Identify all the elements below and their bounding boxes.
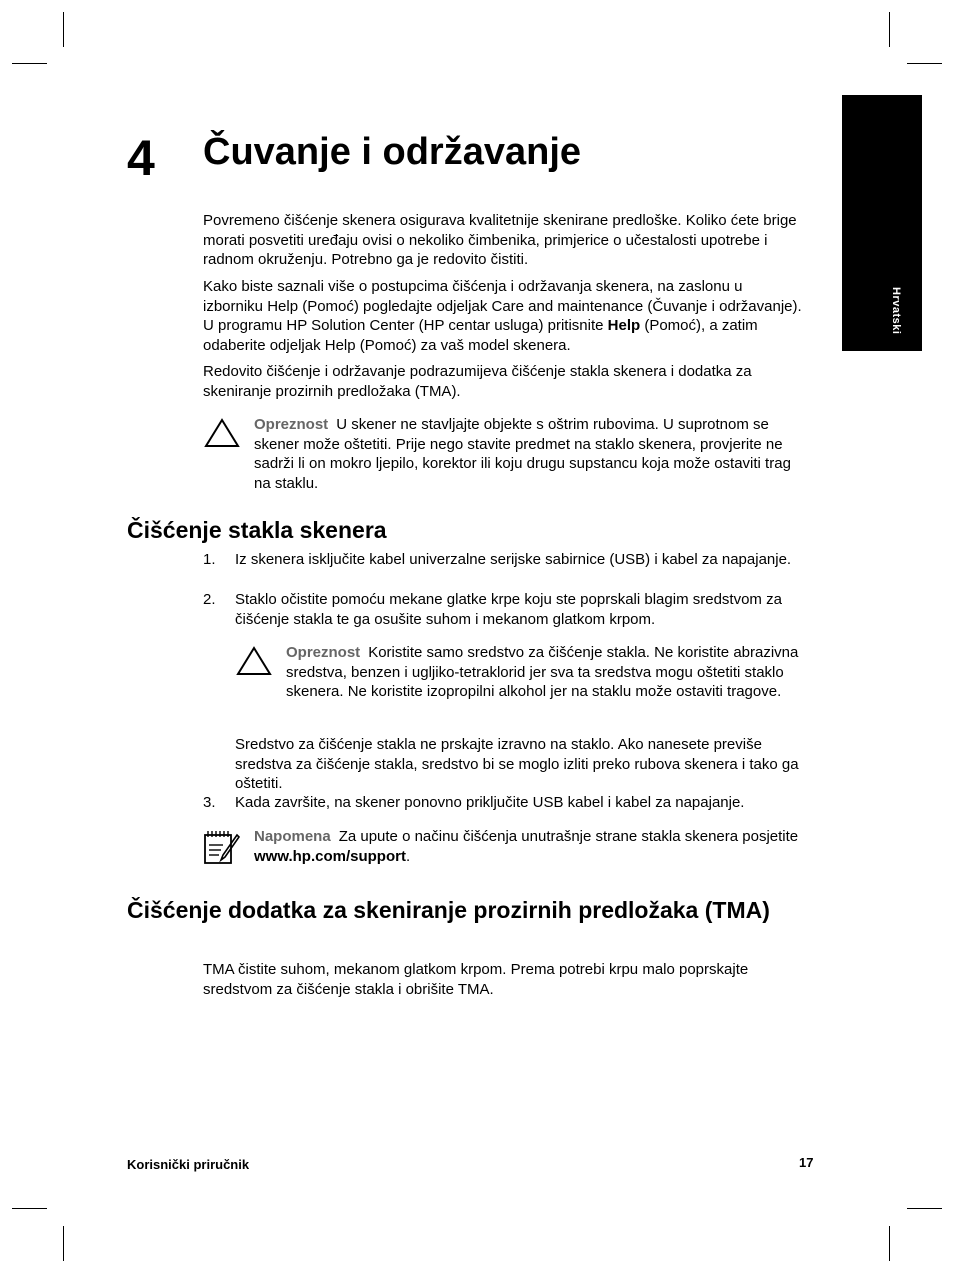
caution-text: U skener ne stavljajte objekte s oštrim rubovima. U suprotnom se skener može oštetiti. Prije nego stavite predmet na staklo skenera, provjerite ne sadrži li on mokro ljepilo, korektor ili koju drugu supstancu koja može ostaviti trag na staklu. (254, 416, 791, 492)
note-pad-icon (203, 829, 241, 865)
crop-mark (12, 63, 47, 64)
note-1 (254, 827, 806, 866)
step-number: 3. (203, 794, 216, 811)
crop-mark (907, 63, 942, 64)
caution-label: Opreznost (286, 644, 361, 661)
chapter-number: 4 (127, 130, 155, 186)
step-3-text: Kada završite, na skener ponovno priključite USB kabel i kabel za napajanje. (235, 794, 745, 811)
chapter-title: Čuvanje i održavanje (203, 131, 582, 173)
intro-paragraph-2 (203, 277, 803, 355)
caution-triangle-icon (236, 646, 272, 676)
intro-paragraph-1: Povremeno čišćenje skenera osigurava kvalitetnije skenirane predloške. Koliko ćete brige morati posvetiti uređaju ovisi o nekoliko čimbenika, primjerice o učestalosti upotrebe i radnom okruženju. Potrebno ga je redovito čistiti. (203, 212, 797, 268)
crop-mark (12, 1208, 47, 1209)
step-1-text: Iz skenera isključite kabel univerzalne serijske sabirnice (USB) i kabel za napajanje. (235, 551, 792, 568)
support-link[interactable]: www.hp.com/support (254, 847, 406, 865)
footer-manual-title: Korisnički priručnik (127, 1157, 250, 1172)
intro-paragraph-2-end: (Pomoć), a zatim odaberite odjeljak Help (Pomoć) za vaš model skenera. (203, 317, 758, 354)
crop-mark (907, 1208, 942, 1209)
language-tab (842, 95, 922, 351)
section-heading-glass: Čišćenje stakla skenera (127, 517, 387, 543)
note-text: Za upute o načinu čišćenja unutrašnje strane stakla skenera posjetite (338, 828, 799, 845)
language-tab-label: Hrvatski (890, 287, 902, 335)
tma-paragraph: TMA čistite suhom, mekanom glatkom krpom. Prema potrebi krpu malo poprskajte sredstvom za čišćenje stakla i obrišite TMA. (203, 961, 749, 998)
crop-mark (889, 12, 890, 47)
step-2-extra-text: Sredstvo za čišćenje stakla ne prskajte izravno na staklo. Ako nanesete previše sredstva za čišćenje stakla, sredstvo bi se moglo izliti preko rubova skenera i tako ga oštetiti. (235, 736, 799, 792)
step-number: 2. (203, 591, 216, 608)
caution-text: Koristite samo sredstvo za čišćenje stakla. Ne koristite abrazivna sredstva, benzen i ugljiko-tetraklorid jer sva ta sredstva mogu oštetiti staklo skenera. Ne koristite izopropilni alkohol jer na staklu može ostaviti tragove. (286, 644, 799, 700)
intro-paragraph-2-start: Kako biste saznali više o postupcima čišćenja i održavanja skenera, na zaslonu u izborniku Help (Pomoć) pogledajte odjeljak Care and maintenance (Čuvanje i održavanje). U programu HP Solution Center (HP centar usluga) pritisnite (203, 278, 802, 334)
intro-paragraph-3: Redovito čišćenje i održavanje podrazumijeva čišćenje stakla skenera i dodatka za skeniranje prozirnih predložaka (TMA). (203, 363, 752, 400)
help-bold: Help (607, 317, 641, 334)
note-end: . (405, 847, 411, 865)
step-2-text: Staklo očistite pomoću mekane glatke krpe koju ste poprskali blagim sredstvom za čišćenje stakla te ga osušite suhom i mekanom glatkom krpom. (235, 591, 782, 628)
caution-note-1 (254, 415, 806, 493)
caution-note-2 (286, 643, 806, 702)
crop-mark (63, 12, 64, 47)
crop-mark (889, 1226, 890, 1261)
caution-triangle-icon (204, 418, 240, 448)
page-number: 17 (799, 1155, 814, 1170)
note-label: Napomena (254, 828, 331, 845)
crop-mark (63, 1226, 64, 1261)
caution-label: Opreznost (254, 416, 329, 433)
section-heading-tma: Čišćenje dodatka za skeniranje prozirnih predložaka (TMA) (127, 897, 770, 923)
step-number: 1. (203, 551, 216, 568)
